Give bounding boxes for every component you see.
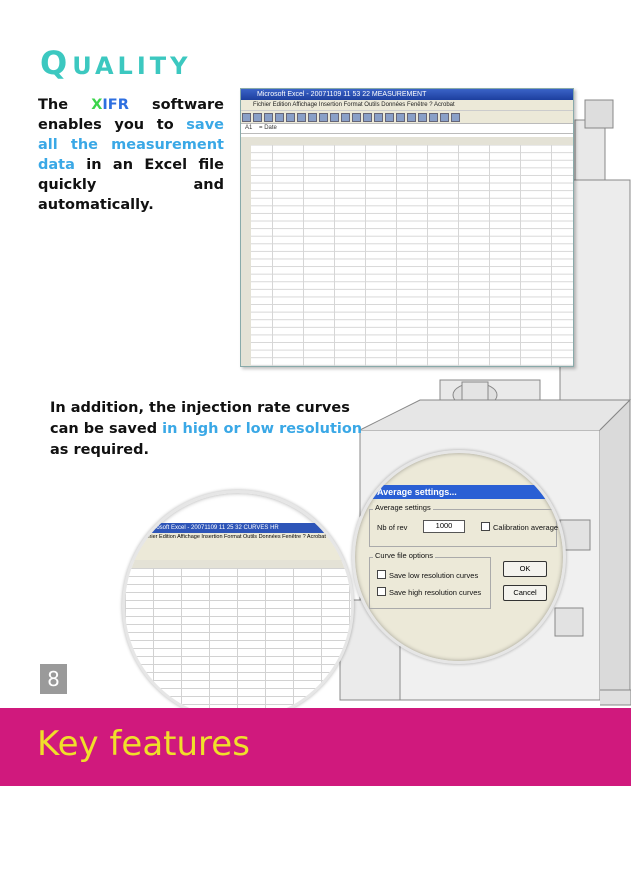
excel-title-bar: Microsoft Excel - 20071109 11 53 22 MEASUREMENT	[241, 89, 573, 100]
low-res-checkbox[interactable]	[377, 570, 386, 579]
excel-curves-title: Microsoft Excel - 20071109 11 25 32 CURVES HR	[125, 523, 354, 533]
calibration-checkbox[interactable]	[481, 522, 490, 531]
excel-formula-bar: A1 = Date	[241, 124, 573, 134]
excel-menu-bar: Fichier Edition Affichage Insertion Format Outils Données Fenêtre ? Acrobat	[241, 100, 573, 111]
excel-curves-menu: Fichier Edition Affichage Insertion Format Outils Données Fenêtre ? Acrobat	[125, 533, 354, 542]
excel-measurement-screenshot	[240, 88, 574, 367]
excel-curves-zoom	[122, 490, 354, 722]
average-settings-dialog-zoom	[352, 450, 566, 664]
dialog-title: Average settings...	[355, 485, 566, 499]
intro-paragraph: The XIFR software enables you to save all the measurement data in an Excel file quickly and automatically.	[38, 97, 224, 213]
ok-button[interactable]: OK	[503, 561, 547, 577]
curve-file-options-label: Curve file options	[375, 551, 433, 560]
page-number: 8	[40, 664, 67, 694]
brand-name: XIFR	[91, 97, 129, 113]
high-res-checkbox[interactable]	[377, 587, 386, 596]
high-res-label: Save high resolution curves	[389, 588, 482, 597]
low-res-label: Save low resolution curves	[389, 571, 479, 580]
calibration-label: Calibration average	[493, 523, 559, 532]
excel-toolbar	[241, 111, 573, 124]
footer-title: Key features	[37, 724, 250, 764]
intro-highlight: save all the measurement data	[38, 117, 224, 173]
curves-paragraph: In addition, the injection rate curves can be saved in high or low resolution as required.	[50, 400, 363, 458]
average-settings-label: Average settings	[375, 503, 431, 512]
curves-highlight: in high or low resolution	[162, 421, 363, 437]
curve-file-options-group	[369, 557, 491, 609]
excel-curves-toolbar	[125, 542, 354, 561]
page-title: QUALITY	[40, 44, 192, 82]
excel-curves-grid	[125, 560, 354, 722]
nb-of-rev-label: Nb of rev	[377, 523, 408, 532]
excel-grid	[241, 137, 573, 366]
cancel-button[interactable]: Cancel	[503, 585, 547, 601]
nb-of-rev-input[interactable]: 1000	[423, 520, 465, 533]
